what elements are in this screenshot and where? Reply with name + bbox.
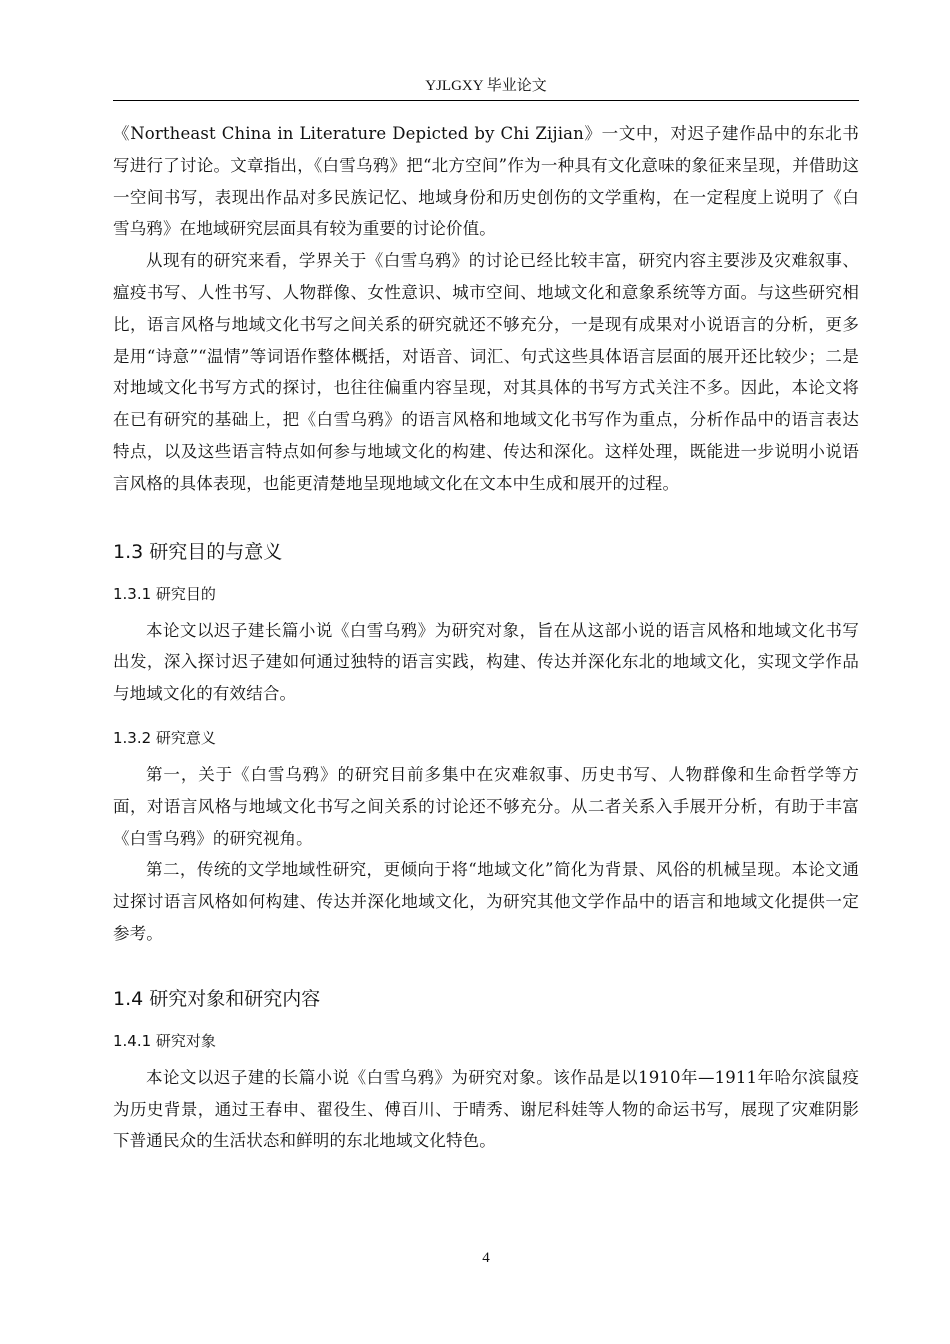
page-number: 4 (482, 1250, 490, 1266)
paragraph-significance-second: 第二，传统的文学地域性研究，更倾向于将“地域文化”简化为背景、风俗的机械呈现。本论文通过探讨语言风格如何构建、传达并深化地域文化，为研究其他文学作品中的语言和地域文化提供一定参考。 (113, 860, 859, 943)
header-divider (113, 100, 859, 101)
paragraph-significance-first: 第一，关于《白雪乌鸦》的研究目前多集中在灾难叙事、历史书写、人物群像和生命哲学等方面，对语言风格与地域文化书写之间关系的讨论还不够充分。从二者关系入手展开分析，有助于丰富《白雪乌鸦》的研究视角。 (113, 764, 859, 848)
subsection-heading-1-3-1: 1.3.1 研究目的 (113, 584, 216, 603)
subsection-heading-1-4-1: 1.4.1 研究对象 (113, 1031, 216, 1050)
paragraph-research-purpose: 本论文以迟子建长篇小说《白雪乌鸦》为研究对象，旨在从这部小说的语言风格和地域文化书写出发，深入探讨迟子建如何通过独特的语言实践，构建、传达并深化东北的地域文化，实现文学作品与地域文化的有效结合。 (113, 620, 859, 704)
document-body (113, 118, 859, 1157)
section-heading-1-3: 1.3 研究目的与意义 (113, 540, 283, 563)
running-header: YJLGXY 毕业论文 (425, 78, 547, 94)
paragraph-research-object: 本论文以迟子建的长篇小说《白雪乌鸦》为研究对象。该作品是以1910年—1911年哈尔滨鼠疫为历史背景，通过王春申、翟役生、傅百川、于晴秀、谢尼科娃等人物的命运书写，展现了灾难阴影下普通民众的生活状态和鲜明的东北地域文化特色。 (113, 1067, 859, 1151)
section-heading-1-4: 1.4 研究对象和研究内容 (113, 987, 321, 1010)
paragraph-research-review: 从现有的研究来看，学界关于《白雪乌鸦》的讨论已经比较丰富，研究内容主要涉及灾难叙事、瘟疫书写、人性书写、人物群像、女性意识、城市空间、地域文化和意象系统等方面。与这些研究相比，语言风格与地域文化书写之间关系的研究就还不够充分，一是现有成果对小说语言的分析，更多是用“诗意”“温情”等词语作整体概括，对语音、词汇、句式这些具体语言层面的展开还比较少；二是对地域文化书写方式的探讨，也往往偏重内容呈现，对其具体的书写方式关注不多。因此，本论文将在已有研究的基础上，把《白雪乌鸦》的语言风格和地域文化书写作为重点，分析作品中的语言表达特点，以及这些语言特点如何参与地域文化的构建、传达和深化。这样处理，既能进一步说明小说语言风格的具体表现，也能更清楚地呈现地域文化在文本中生成和展开的过程。 (113, 251, 859, 493)
paragraph-continuation: 《Northeast China in Literature Depicted by Chi Zijian》一文中，对迟子建作品中的东北书写进行了讨论。文章指出，《白雪乌鸦》把“北方空间”作为一种具有文化意味的象征来呈现，并借助这一空间书写，表现出作品对多民族记忆、地域身份和历史创伤的文学重构，在一定程度上说明了《白雪乌鸦》在地域研究层面具有较为重要的讨论价值。 (113, 124, 859, 239)
subsection-heading-1-3-2: 1.3.2 研究意义 (113, 728, 216, 747)
